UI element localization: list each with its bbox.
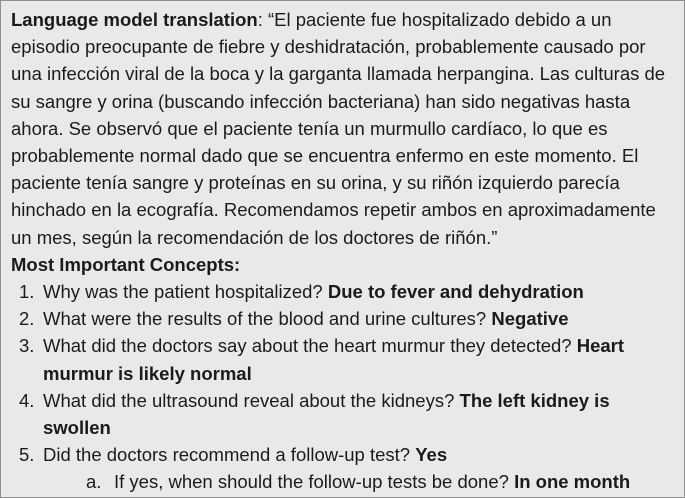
translation-separator: :	[257, 9, 268, 30]
question-text: Did the doctors recommend a follow-up test?	[43, 444, 411, 466]
answer-text: Due to fever and dehydration	[327, 281, 584, 303]
list-marker: 1.	[19, 281, 35, 303]
question-text: What did the ultrasound reveal about the kidneys?	[43, 389, 455, 411]
list-item-content	[43, 441, 674, 468]
question-text: What were the results of the blood and urine cultures?	[43, 308, 487, 330]
list-marker: 5.	[19, 444, 35, 466]
answer-text: In one month	[514, 471, 631, 493]
list-item-content	[43, 305, 674, 332]
concepts-list	[11, 278, 674, 496]
list-marker: 2.	[19, 308, 35, 330]
concepts-heading: Most Important Concepts:	[11, 253, 241, 275]
answer-text: Yes	[415, 444, 448, 466]
list-item-content	[43, 332, 674, 386]
question-text: What did the doctors say about the heart murmur they detected?	[43, 335, 572, 357]
list-item	[11, 278, 674, 305]
translation-quote: “El paciente fue hospitalizado debido a un episodio preocupante de fiebre y deshidratación, probablemente causado por una infección viral de la boca y la garganta llamada herpangina. Las culturas de su sangre y orina (buscando infección bacteriana) han sido negativas hasta ahora. Se observó que el paciente tenía un murmullo cardíaco, lo que es probablemente normal dado que se encuentra enfermo en este momento. El paciente tenía sangre y proteínas en su orina, y su riñón izquierdo parecía hinchado en la ecografía. Recomendamos repetir ambos en aproximadamente un mes, según la recomendación de los doctores de riñón.”	[11, 9, 666, 248]
translation-label: Language model translation	[11, 9, 258, 30]
list-item	[11, 441, 674, 468]
sub-list-item	[11, 468, 674, 495]
list-marker: 4.	[19, 389, 35, 411]
sub-list-marker: a.	[86, 471, 102, 493]
list-item-content	[43, 278, 674, 305]
list-item-content	[43, 387, 674, 441]
question-text: Why was the patient hospitalized?	[43, 281, 323, 303]
answer-text: Heart murmur is likely normal	[43, 335, 625, 384]
translation-paragraph	[11, 6, 674, 251]
answer-text: The left kidney is swollen	[43, 389, 610, 439]
answer-text: Negative	[491, 308, 569, 330]
list-item	[11, 387, 674, 441]
list-item	[11, 305, 674, 332]
question-text: If yes, when should the follow-up tests be done?	[114, 471, 509, 493]
sub-list-item-content	[114, 468, 674, 495]
list-marker: 3.	[19, 335, 35, 357]
list-item	[11, 332, 674, 386]
